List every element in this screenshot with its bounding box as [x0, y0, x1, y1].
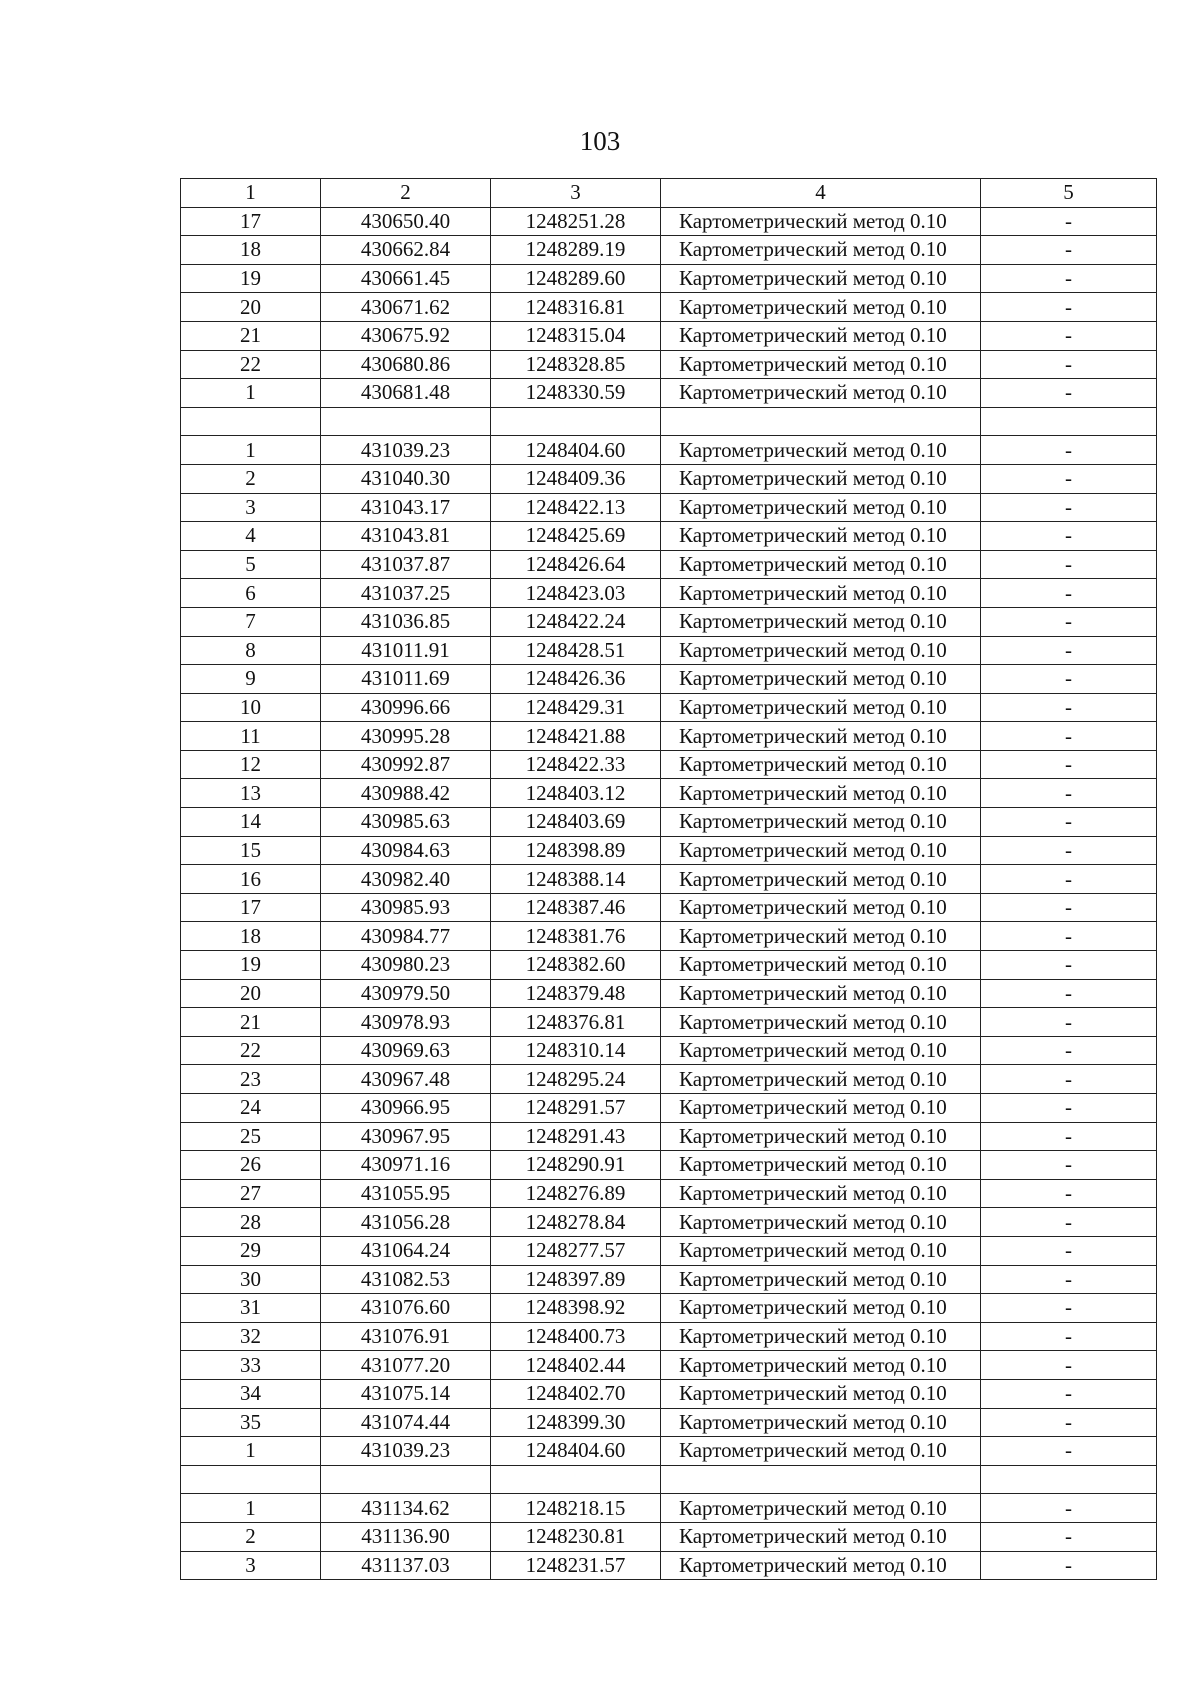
x-coordinate-cell: 430967.95 [321, 1122, 491, 1151]
point-number-cell: 23 [181, 1065, 321, 1094]
table-row [181, 522, 1157, 551]
table-row [181, 979, 1157, 1008]
table-row [181, 808, 1157, 837]
point-number-cell: 32 [181, 1322, 321, 1351]
method-cell: Картометрический метод 0.10 [661, 1494, 981, 1523]
note-cell: - [981, 1322, 1157, 1351]
table-row [181, 1379, 1157, 1408]
column-header: 2 [321, 179, 491, 208]
point-number-cell: 19 [181, 264, 321, 293]
y-coordinate-cell [491, 1465, 661, 1494]
y-coordinate-cell: 1248277.57 [491, 1236, 661, 1265]
point-number-cell: 35 [181, 1408, 321, 1437]
point-number-cell: 20 [181, 979, 321, 1008]
point-number-cell: 22 [181, 350, 321, 379]
note-cell: - [981, 1522, 1157, 1551]
table-row [181, 579, 1157, 608]
table-row [181, 1265, 1157, 1294]
table-row [181, 836, 1157, 865]
point-number-cell: 1 [181, 1437, 321, 1466]
x-coordinate-cell: 431064.24 [321, 1236, 491, 1265]
point-number-cell: 22 [181, 1036, 321, 1065]
y-coordinate-cell: 1248316.81 [491, 293, 661, 322]
table-row [181, 1008, 1157, 1037]
x-coordinate-cell: 430969.63 [321, 1036, 491, 1065]
x-coordinate-cell: 431039.23 [321, 1437, 491, 1466]
x-coordinate-cell: 430967.48 [321, 1065, 491, 1094]
method-cell: Картометрический метод 0.10 [661, 1522, 981, 1551]
y-coordinate-cell: 1248398.89 [491, 836, 661, 865]
y-coordinate-cell: 1248398.92 [491, 1294, 661, 1323]
method-cell: Картометрический метод 0.10 [661, 464, 981, 493]
method-cell: Картометрический метод 0.10 [661, 1236, 981, 1265]
y-coordinate-cell: 1248291.57 [491, 1094, 661, 1123]
y-coordinate-cell: 1248387.46 [491, 893, 661, 922]
y-coordinate-cell: 1248291.43 [491, 1122, 661, 1151]
point-number-cell: 17 [181, 893, 321, 922]
note-cell: - [981, 722, 1157, 751]
method-cell: Картометрический метод 0.10 [661, 750, 981, 779]
method-cell: Картометрический метод 0.10 [661, 579, 981, 608]
note-cell: - [981, 1179, 1157, 1208]
point-number-cell: 9 [181, 665, 321, 694]
note-cell: - [981, 522, 1157, 551]
x-coordinate-cell: 430992.87 [321, 750, 491, 779]
table-row [181, 1522, 1157, 1551]
method-cell: Картометрический метод 0.10 [661, 1179, 981, 1208]
table-row [181, 493, 1157, 522]
y-coordinate-cell: 1248422.24 [491, 607, 661, 636]
table-row [181, 1294, 1157, 1323]
y-coordinate-cell: 1248290.91 [491, 1151, 661, 1180]
table-row [181, 350, 1157, 379]
table-row [181, 550, 1157, 579]
note-cell: - [981, 865, 1157, 894]
x-coordinate-cell: 431043.17 [321, 493, 491, 522]
point-number-cell: 19 [181, 951, 321, 980]
note-cell: - [981, 808, 1157, 837]
x-coordinate-cell [321, 1465, 491, 1494]
y-coordinate-cell: 1248231.57 [491, 1551, 661, 1580]
point-number-cell: 21 [181, 1008, 321, 1037]
x-coordinate-cell: 430996.66 [321, 693, 491, 722]
y-coordinate-cell: 1248251.28 [491, 207, 661, 236]
x-coordinate-cell: 431011.91 [321, 636, 491, 665]
x-coordinate-cell [321, 407, 491, 436]
x-coordinate-cell: 431074.44 [321, 1408, 491, 1437]
note-cell: - [981, 1151, 1157, 1180]
note-cell: - [981, 1094, 1157, 1123]
point-number-cell: 3 [181, 1551, 321, 1580]
x-coordinate-cell: 431076.91 [321, 1322, 491, 1351]
note-cell: - [981, 836, 1157, 865]
y-coordinate-cell: 1248289.60 [491, 264, 661, 293]
table-row-separator [181, 407, 1157, 436]
note-cell: - [981, 350, 1157, 379]
x-coordinate-cell: 431075.14 [321, 1379, 491, 1408]
note-cell: - [981, 979, 1157, 1008]
table-row [181, 1236, 1157, 1265]
note-cell: - [981, 264, 1157, 293]
y-coordinate-cell: 1248310.14 [491, 1036, 661, 1065]
point-number-cell: 18 [181, 922, 321, 951]
y-coordinate-cell: 1248328.85 [491, 350, 661, 379]
table-row-separator [181, 1465, 1157, 1494]
note-cell: - [981, 493, 1157, 522]
point-number-cell: 4 [181, 522, 321, 551]
table-row [181, 750, 1157, 779]
method-cell: Картометрический метод 0.10 [661, 1151, 981, 1180]
x-coordinate-cell: 430675.92 [321, 321, 491, 350]
x-coordinate-cell: 430978.93 [321, 1008, 491, 1037]
note-cell: - [981, 1065, 1157, 1094]
point-number-cell: 28 [181, 1208, 321, 1237]
point-number-cell: 1 [181, 1494, 321, 1523]
x-coordinate-cell: 431056.28 [321, 1208, 491, 1237]
method-cell [661, 1465, 981, 1494]
note-cell: - [981, 321, 1157, 350]
point-number-cell: 12 [181, 750, 321, 779]
method-cell: Картометрический метод 0.10 [661, 893, 981, 922]
y-coordinate-cell: 1248295.24 [491, 1065, 661, 1094]
x-coordinate-cell: 431037.87 [321, 550, 491, 579]
table-row [181, 1408, 1157, 1437]
method-cell: Картометрический метод 0.10 [661, 1208, 981, 1237]
y-coordinate-cell: 1248423.03 [491, 579, 661, 608]
table-row [181, 1351, 1157, 1380]
note-cell: - [981, 779, 1157, 808]
note-cell: - [981, 693, 1157, 722]
y-coordinate-cell: 1248422.13 [491, 493, 661, 522]
x-coordinate-cell: 430982.40 [321, 865, 491, 894]
x-coordinate-cell: 430966.95 [321, 1094, 491, 1123]
method-cell: Картометрический метод 0.10 [661, 1294, 981, 1323]
y-coordinate-cell: 1248402.44 [491, 1351, 661, 1380]
method-cell: Картометрический метод 0.10 [661, 493, 981, 522]
note-cell: - [981, 1008, 1157, 1037]
table-row [181, 1094, 1157, 1123]
table-row [181, 1322, 1157, 1351]
note-cell: - [981, 379, 1157, 408]
table-row [181, 264, 1157, 293]
x-coordinate-cell: 431134.62 [321, 1494, 491, 1523]
y-coordinate-cell: 1248403.12 [491, 779, 661, 808]
table-row [181, 321, 1157, 350]
table-row [181, 1065, 1157, 1094]
y-coordinate-cell [491, 407, 661, 436]
note-cell: - [981, 1265, 1157, 1294]
x-coordinate-cell: 430681.48 [321, 379, 491, 408]
method-cell: Картометрический метод 0.10 [661, 808, 981, 837]
table-row [181, 665, 1157, 694]
y-coordinate-cell: 1248218.15 [491, 1494, 661, 1523]
x-coordinate-cell: 430980.23 [321, 951, 491, 980]
point-number-cell: 24 [181, 1094, 321, 1123]
method-cell: Картометрический метод 0.10 [661, 1379, 981, 1408]
y-coordinate-cell: 1248315.04 [491, 321, 661, 350]
table-row [181, 1036, 1157, 1065]
method-cell: Картометрический метод 0.10 [661, 951, 981, 980]
point-number-cell: 26 [181, 1151, 321, 1180]
method-cell: Картометрический метод 0.10 [661, 293, 981, 322]
y-coordinate-cell: 1248276.89 [491, 1179, 661, 1208]
point-number-cell [181, 1465, 321, 1494]
method-cell: Картометрический метод 0.10 [661, 207, 981, 236]
table-row [181, 207, 1157, 236]
method-cell: Картометрический метод 0.10 [661, 1122, 981, 1151]
x-coordinate-cell: 430979.50 [321, 979, 491, 1008]
page-number: 103 [579, 126, 621, 156]
point-number-cell: 30 [181, 1265, 321, 1294]
column-header: 4 [661, 179, 981, 208]
point-number-cell: 33 [181, 1351, 321, 1380]
point-number-cell: 21 [181, 321, 321, 350]
x-coordinate-cell: 431039.23 [321, 436, 491, 465]
method-cell: Картометрический метод 0.10 [661, 321, 981, 350]
point-number-cell: 34 [181, 1379, 321, 1408]
table-row [181, 951, 1157, 980]
method-cell: Картометрический метод 0.10 [661, 1551, 981, 1580]
table-row [181, 893, 1157, 922]
table-row [181, 1208, 1157, 1237]
method-cell: Картометрический метод 0.10 [661, 236, 981, 265]
table-row [181, 1179, 1157, 1208]
point-number-cell: 2 [181, 464, 321, 493]
y-coordinate-cell: 1248399.30 [491, 1408, 661, 1437]
point-number-cell: 1 [181, 379, 321, 408]
x-coordinate-cell: 430984.77 [321, 922, 491, 951]
note-cell: - [981, 607, 1157, 636]
note-cell: - [981, 750, 1157, 779]
y-coordinate-cell: 1248404.60 [491, 436, 661, 465]
y-coordinate-cell: 1248230.81 [491, 1522, 661, 1551]
y-coordinate-cell: 1248400.73 [491, 1322, 661, 1351]
method-cell: Картометрический метод 0.10 [661, 836, 981, 865]
note-cell [981, 1465, 1157, 1494]
table-row [181, 436, 1157, 465]
note-cell: - [981, 1208, 1157, 1237]
point-number-cell: 20 [181, 293, 321, 322]
x-coordinate-cell: 431036.85 [321, 607, 491, 636]
y-coordinate-cell: 1248278.84 [491, 1208, 661, 1237]
note-cell: - [981, 1122, 1157, 1151]
x-coordinate-cell: 431076.60 [321, 1294, 491, 1323]
y-coordinate-cell: 1248429.31 [491, 693, 661, 722]
point-number-cell: 5 [181, 550, 321, 579]
y-coordinate-cell: 1248330.59 [491, 379, 661, 408]
method-cell: Картометрический метод 0.10 [661, 1408, 981, 1437]
method-cell: Картометрический метод 0.10 [661, 1437, 981, 1466]
point-number-cell: 7 [181, 607, 321, 636]
x-coordinate-cell: 430985.93 [321, 893, 491, 922]
y-coordinate-cell: 1248422.33 [491, 750, 661, 779]
note-cell: - [981, 665, 1157, 694]
point-number-cell: 31 [181, 1294, 321, 1323]
point-number-cell: 18 [181, 236, 321, 265]
note-cell: - [981, 293, 1157, 322]
x-coordinate-cell: 431037.25 [321, 579, 491, 608]
table-row [181, 1437, 1157, 1466]
note-cell: - [981, 951, 1157, 980]
table-row [181, 464, 1157, 493]
note-cell: - [981, 893, 1157, 922]
point-number-cell: 6 [181, 579, 321, 608]
point-number-cell [181, 407, 321, 436]
point-number-cell: 11 [181, 722, 321, 751]
x-coordinate-cell: 430984.63 [321, 836, 491, 865]
note-cell: - [981, 464, 1157, 493]
point-number-cell: 29 [181, 1236, 321, 1265]
table-row [181, 693, 1157, 722]
method-cell: Картометрический метод 0.10 [661, 865, 981, 894]
table-row [181, 1494, 1157, 1523]
y-coordinate-cell: 1248382.60 [491, 951, 661, 980]
coordinates-table [180, 178, 1157, 1580]
y-coordinate-cell: 1248388.14 [491, 865, 661, 894]
note-cell: - [981, 1437, 1157, 1466]
note-cell: - [981, 1408, 1157, 1437]
table-row [181, 379, 1157, 408]
method-cell: Картометрический метод 0.10 [661, 522, 981, 551]
table-body [181, 207, 1157, 1580]
method-cell [661, 407, 981, 436]
x-coordinate-cell: 430971.16 [321, 1151, 491, 1180]
table-row [181, 636, 1157, 665]
method-cell: Картометрический метод 0.10 [661, 922, 981, 951]
method-cell: Картометрический метод 0.10 [661, 264, 981, 293]
method-cell: Картометрический метод 0.10 [661, 1008, 981, 1037]
note-cell: - [981, 1036, 1157, 1065]
column-header: 5 [981, 179, 1157, 208]
x-coordinate-cell: 430661.45 [321, 264, 491, 293]
method-cell: Картометрический метод 0.10 [661, 350, 981, 379]
note-cell [981, 407, 1157, 436]
x-coordinate-cell: 431137.03 [321, 1551, 491, 1580]
y-coordinate-cell: 1248379.48 [491, 979, 661, 1008]
y-coordinate-cell: 1248428.51 [491, 636, 661, 665]
method-cell: Картометрический метод 0.10 [661, 636, 981, 665]
point-number-cell: 25 [181, 1122, 321, 1151]
y-coordinate-cell: 1248426.36 [491, 665, 661, 694]
point-number-cell: 27 [181, 1179, 321, 1208]
y-coordinate-cell: 1248397.89 [491, 1265, 661, 1294]
note-cell: - [981, 550, 1157, 579]
note-cell: - [981, 579, 1157, 608]
point-number-cell: 2 [181, 1522, 321, 1551]
point-number-cell: 14 [181, 808, 321, 837]
note-cell: - [981, 1294, 1157, 1323]
method-cell: Картометрический метод 0.10 [661, 779, 981, 808]
x-coordinate-cell: 430650.40 [321, 207, 491, 236]
note-cell: - [981, 922, 1157, 951]
y-coordinate-cell: 1248421.88 [491, 722, 661, 751]
point-number-cell: 8 [181, 636, 321, 665]
table-row [181, 779, 1157, 808]
y-coordinate-cell: 1248403.69 [491, 808, 661, 837]
y-coordinate-cell: 1248289.19 [491, 236, 661, 265]
method-cell: Картометрический метод 0.10 [661, 550, 981, 579]
point-number-cell: 10 [181, 693, 321, 722]
x-coordinate-cell: 430985.63 [321, 808, 491, 837]
table-row [181, 722, 1157, 751]
note-cell: - [981, 1351, 1157, 1380]
method-cell: Картометрический метод 0.10 [661, 979, 981, 1008]
point-number-cell: 13 [181, 779, 321, 808]
y-coordinate-cell: 1248376.81 [491, 1008, 661, 1037]
x-coordinate-cell: 431082.53 [321, 1265, 491, 1294]
method-cell: Картометрический метод 0.10 [661, 1322, 981, 1351]
table-row [181, 293, 1157, 322]
method-cell: Картометрический метод 0.10 [661, 1265, 981, 1294]
x-coordinate-cell: 431055.95 [321, 1179, 491, 1208]
note-cell: - [981, 1379, 1157, 1408]
y-coordinate-cell: 1248409.36 [491, 464, 661, 493]
point-number-cell: 3 [181, 493, 321, 522]
x-coordinate-cell: 431011.69 [321, 665, 491, 694]
method-cell: Картометрический метод 0.10 [661, 1065, 981, 1094]
x-coordinate-cell: 431136.90 [321, 1522, 491, 1551]
table-row [181, 607, 1157, 636]
note-cell: - [981, 1236, 1157, 1265]
x-coordinate-cell: 430988.42 [321, 779, 491, 808]
method-cell: Картометрический метод 0.10 [661, 379, 981, 408]
y-coordinate-cell: 1248404.60 [491, 1437, 661, 1466]
x-coordinate-cell: 430662.84 [321, 236, 491, 265]
table-row [181, 236, 1157, 265]
x-coordinate-cell: 430680.86 [321, 350, 491, 379]
method-cell: Картометрический метод 0.10 [661, 1094, 981, 1123]
note-cell: - [981, 207, 1157, 236]
x-coordinate-cell: 431040.30 [321, 464, 491, 493]
method-cell: Картометрический метод 0.10 [661, 436, 981, 465]
note-cell: - [981, 436, 1157, 465]
note-cell: - [981, 636, 1157, 665]
method-cell: Картометрический метод 0.10 [661, 1036, 981, 1065]
y-coordinate-cell: 1248381.76 [491, 922, 661, 951]
table-row [181, 922, 1157, 951]
method-cell: Картометрический метод 0.10 [661, 607, 981, 636]
column-header: 3 [491, 179, 661, 208]
method-cell: Картометрический метод 0.10 [661, 1351, 981, 1380]
x-coordinate-cell: 430995.28 [321, 722, 491, 751]
note-cell: - [981, 1494, 1157, 1523]
table-row [181, 865, 1157, 894]
x-coordinate-cell: 431043.81 [321, 522, 491, 551]
y-coordinate-cell: 1248402.70 [491, 1379, 661, 1408]
note-cell: - [981, 1551, 1157, 1580]
note-cell: - [981, 236, 1157, 265]
column-header: 1 [181, 179, 321, 208]
table-header-row [181, 179, 1157, 208]
y-coordinate-cell: 1248426.64 [491, 550, 661, 579]
y-coordinate-cell: 1248425.69 [491, 522, 661, 551]
point-number-cell: 15 [181, 836, 321, 865]
table-row [181, 1151, 1157, 1180]
x-coordinate-cell: 430671.62 [321, 293, 491, 322]
method-cell: Картометрический метод 0.10 [661, 693, 981, 722]
table-row [181, 1551, 1157, 1580]
point-number-cell: 16 [181, 865, 321, 894]
x-coordinate-cell: 431077.20 [321, 1351, 491, 1380]
method-cell: Картометрический метод 0.10 [661, 665, 981, 694]
method-cell: Картометрический метод 0.10 [661, 722, 981, 751]
table-row [181, 1122, 1157, 1151]
point-number-cell: 17 [181, 207, 321, 236]
point-number-cell: 1 [181, 436, 321, 465]
